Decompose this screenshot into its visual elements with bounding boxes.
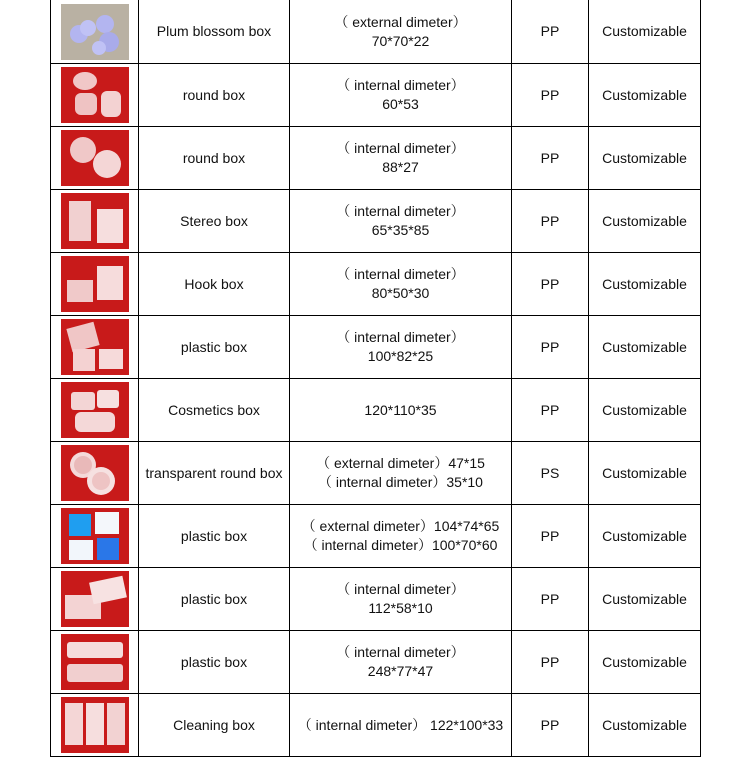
table-row [51, 379, 701, 442]
product-dimensions [290, 127, 512, 189]
product-dimensions [290, 253, 512, 315]
customizable-label: Customizable [589, 316, 701, 378]
material: PP [512, 253, 589, 315]
product-dimensions [290, 64, 512, 126]
customizable-label: Customizable [589, 694, 701, 756]
customizable-label: Customizable [589, 127, 701, 189]
product-dimensions [290, 316, 512, 378]
table-row [51, 316, 701, 379]
material: PP [512, 505, 589, 567]
dimension-line: （ internal dimeter） [336, 581, 465, 597]
material: PP [512, 631, 589, 693]
customizable-label: Customizable [589, 190, 701, 252]
photo-cell [51, 442, 139, 504]
material: PP [512, 694, 589, 756]
dimension-line: （ internal dimeter）35*10 [318, 474, 483, 490]
dimension-line: （ internal dimeter） [336, 266, 465, 282]
cleaning-box-photo [61, 697, 129, 753]
product-dimensions [290, 190, 512, 252]
customizable-label: Customizable [589, 505, 701, 567]
customizable-label: Customizable [589, 442, 701, 504]
plastic-box-long-photo [61, 634, 129, 690]
product-table [50, 0, 701, 757]
product-name: plastic box [139, 505, 290, 567]
table-row [51, 694, 701, 757]
dimension-line: （ internal dimeter） [336, 329, 465, 345]
dimension-line: （ external dimeter）47*15 [316, 455, 485, 471]
material: PP [512, 379, 589, 441]
table-row [51, 631, 701, 694]
table-row [51, 568, 701, 631]
table-row [51, 505, 701, 568]
product-name: plastic box [139, 316, 290, 378]
dimension-line: （ internal dimeter） 122*100*33 [297, 716, 504, 733]
transparent-round-box-photo [61, 445, 129, 501]
dimension-line: 100*82*25 [367, 348, 434, 364]
dimension-line: 80*50*30 [371, 285, 430, 301]
product-name: round box [139, 64, 290, 126]
material: PP [512, 0, 589, 63]
plastic-box-photo [61, 319, 129, 375]
material: PP [512, 190, 589, 252]
photo-cell [51, 127, 139, 189]
dimension-line: （ external dimeter） [334, 13, 467, 30]
product-dimensions [290, 694, 512, 756]
dimension-line: （ internal dimeter） [336, 140, 465, 156]
dimension-line: 120*110*35 [364, 401, 437, 418]
photo-cell [51, 64, 139, 126]
product-name: Hook box [139, 253, 290, 315]
product-dimensions [290, 505, 512, 567]
dimension-line: （ internal dimeter） [336, 203, 465, 219]
round-box-photo [61, 67, 129, 123]
dimension-line: 248*77*47 [367, 663, 434, 679]
product-dimensions [290, 379, 512, 441]
table-row [51, 442, 701, 505]
stereo-box-photo [61, 193, 129, 249]
product-name: round box [139, 127, 290, 189]
table-row [51, 0, 701, 64]
photo-cell [51, 190, 139, 252]
material: PS [512, 442, 589, 504]
product-name: Cleaning box [139, 694, 290, 756]
table-row [51, 127, 701, 190]
photo-cell [51, 694, 139, 756]
customizable-label: Customizable [589, 0, 701, 63]
customizable-label: Customizable [589, 631, 701, 693]
product-name: Stereo box [139, 190, 290, 252]
dimension-line: （ external dimeter）104*74*65 [301, 518, 500, 534]
photo-cell [51, 568, 139, 630]
dimension-line: 65*35*85 [371, 222, 430, 238]
dimension-line: 60*53 [382, 96, 419, 112]
product-dimensions [290, 442, 512, 504]
material: PP [512, 568, 589, 630]
customizable-label: Customizable [589, 253, 701, 315]
customizable-label: Customizable [589, 568, 701, 630]
customizable-label: Customizable [589, 379, 701, 441]
dimension-line: （ internal dimeter）100*70*60 [303, 537, 498, 553]
product-name: transparent round box [139, 442, 290, 504]
table-row [51, 190, 701, 253]
product-name: Plum blossom box [139, 0, 290, 63]
plastic-box-hinged-photo [61, 571, 129, 627]
hook-box-photo [61, 256, 129, 312]
product-dimensions [290, 0, 512, 63]
product-name: plastic box [139, 568, 290, 630]
product-name: Cosmetics box [139, 379, 290, 441]
photo-cell [51, 505, 139, 567]
photo-cell [51, 631, 139, 693]
table-row [51, 64, 701, 127]
customizable-label: Customizable [589, 64, 701, 126]
photo-cell [51, 316, 139, 378]
photo-cell [51, 379, 139, 441]
dimension-line: 112*58*10 [368, 600, 433, 616]
material: PP [512, 64, 589, 126]
dimension-line: （ internal dimeter） [336, 77, 465, 93]
plum-blossom-box-photo [61, 4, 129, 60]
table-row [51, 253, 701, 316]
dimension-line: 88*27 [382, 159, 419, 175]
photo-cell [51, 253, 139, 315]
cosmetics-box-photo [61, 382, 129, 438]
material: PP [512, 316, 589, 378]
material: PP [512, 127, 589, 189]
product-name: plastic box [139, 631, 290, 693]
photo-cell [51, 0, 139, 63]
dimension-line: 70*70*22 [371, 32, 430, 49]
product-dimensions [290, 631, 512, 693]
plastic-box-blue-photo [61, 508, 129, 564]
product-dimensions [290, 568, 512, 630]
round-box-flat-photo [61, 130, 129, 186]
dimension-line: （ internal dimeter） [336, 644, 465, 660]
